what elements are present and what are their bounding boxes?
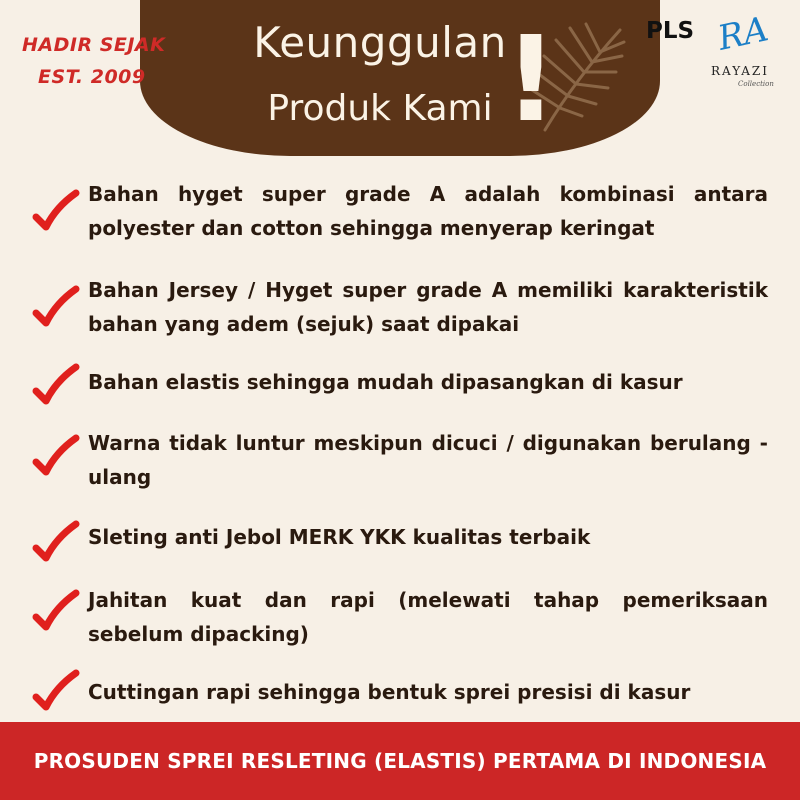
checkmark-icon — [30, 589, 80, 639]
feature-item — [30, 365, 770, 435]
checkmark-icon — [30, 189, 80, 239]
page-title-line2: Produk Kami — [267, 88, 493, 129]
badge-est: EST. 2009 — [38, 66, 146, 88]
page-title-line1: Keunggulan — [253, 18, 507, 67]
logo-mark: RA — [714, 9, 772, 59]
footer-banner — [0, 722, 800, 800]
checkmark-icon — [30, 363, 80, 413]
feature-text: Sleting anti Jebol MERK YKK kualitas terbaik — [88, 525, 591, 549]
logo-name: RAYAZI — [711, 64, 769, 78]
logo-subtitle: Collection — [738, 80, 774, 88]
exclamation-mark: ! — [504, 10, 558, 148]
brand-pls: PLS — [646, 18, 695, 44]
footer-text: PROSUDEN SPREI RESLETING (ELASTIS) PERTAMA DI INDONESIA — [33, 749, 767, 773]
feature-item — [30, 177, 770, 247]
checkmark-icon — [30, 520, 80, 570]
checkmark-icon — [30, 285, 80, 335]
feature-text: Bahan elastis sehingga mudah dipasangkan di kasur — [88, 370, 683, 394]
feature-item — [30, 426, 770, 496]
checkmark-icon — [30, 669, 80, 719]
checkmark-icon — [30, 434, 80, 484]
feature-text: Jahitan kuat dan rapi (melewati tahap pemeriksaan sebelum dipacking) — [88, 588, 768, 646]
feature-text: Bahan Jersey / Hyget super grade A memiliki karakteristik bahan yang adem (sejuk) saat dipakai — [88, 278, 768, 336]
feature-item — [30, 520, 770, 590]
badge-since: HADIR SEJAK — [22, 34, 166, 56]
feature-text: Warna tidak luntur meskipun dicuci / digunakan berulang - ulang — [88, 431, 768, 489]
feature-text: Bahan hyget super grade A adalah kombinasi antara polyester dan cotton sehingga menyerap keringat — [88, 182, 768, 240]
feature-text: Cuttingan rapi sehingga bentuk sprei presisi di kasur — [88, 680, 691, 704]
feature-item — [30, 273, 770, 343]
feature-item — [30, 583, 770, 653]
